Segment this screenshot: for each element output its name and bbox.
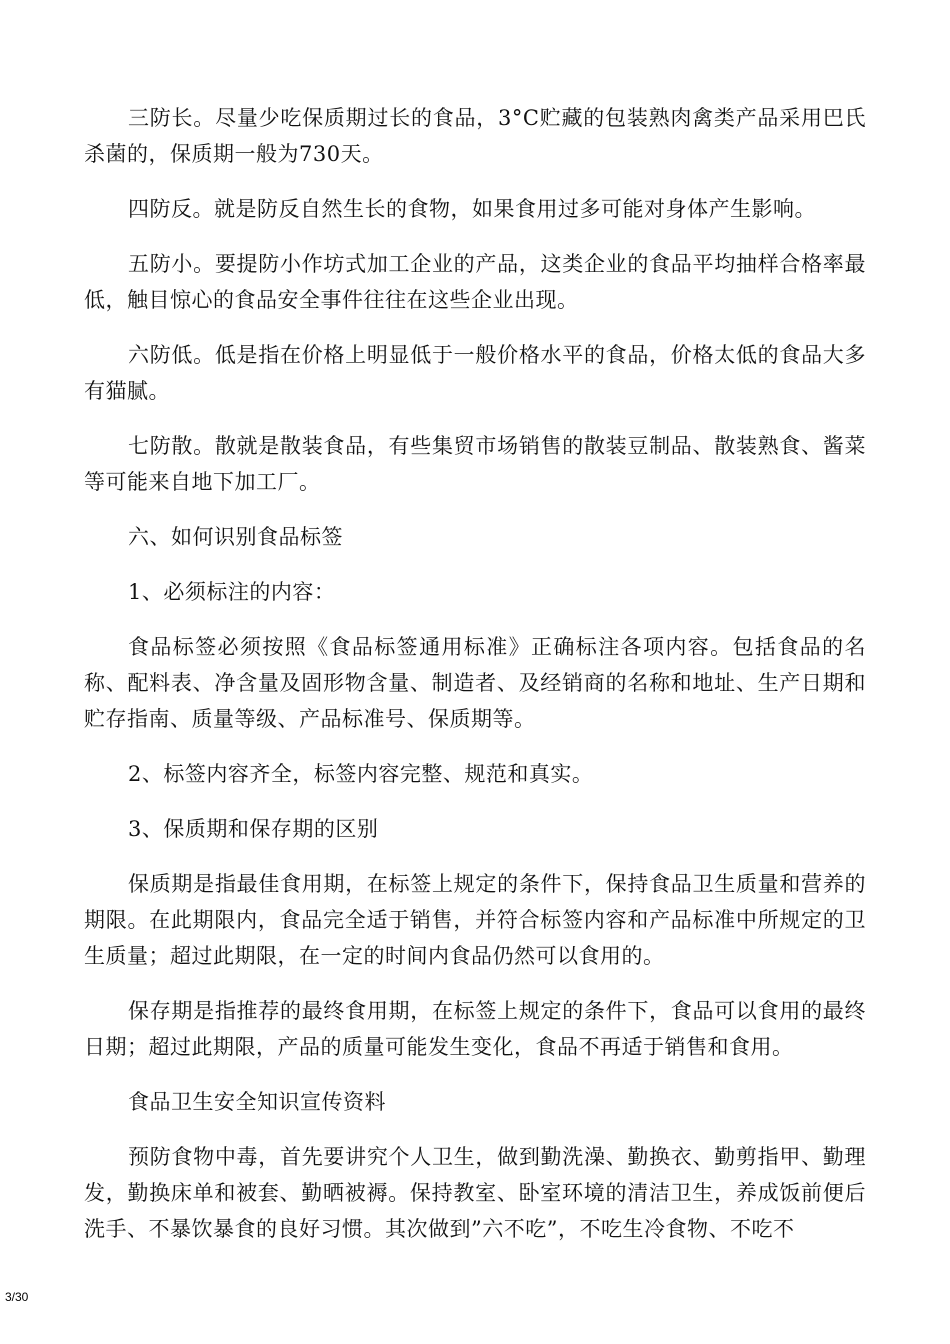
paragraph-four-guard-reverse: 四防反。就是防反自然生长的食物，如果食用过多可能对身体产生影响。 — [128, 197, 816, 221]
section-heading-food-label: 六、如何识别食品标签 — [128, 525, 343, 549]
subheading-label-complete: 2、标签内容齐全，标签内容完整、规范和真实。 — [128, 762, 594, 786]
section-heading-safety-materials: 食品卫生安全知识宣传资料 — [128, 1090, 386, 1114]
subheading-shelf-life-difference: 3、保质期和保存期的区别 — [128, 817, 379, 841]
paragraph-storage-life: 保存期是指推荐的最终食用期，在标签上规定的条件下，食品可以食用的最终日期；超过此期限，产品的质量可能发生变化，食品不再适于销售和食用。 — [84, 999, 866, 1059]
paragraph-three-guard-long: 三防长。尽量少吃保质期过长的食品，3°C贮藏的包装熟肉禽类产品采用巴氏杀菌的，保质期一般为730天。 — [84, 106, 866, 166]
paragraph-prevent-poisoning: 预防食物中毒，首先要讲究个人卫生，做到勤洗澡、勤换衣、勤剪指甲、勤理发，勤换床单和被套、勤晒被褥。保持教室、卧室环境的清洁卫生，养成饭前便后洗手、不暴饮暴食的良好习惯。其次做到”六不吃”，不吃生冷食物、不吃不 — [84, 1145, 866, 1241]
document-body — [84, 100, 866, 1266]
paragraph-seven-guard-bulk: 七防散。散就是散装食品，有些集贸市场销售的散装豆制品、散装熟食、酱菜等可能来自地下加工厂。 — [84, 434, 866, 494]
paragraph-six-guard-low: 六防低。低是指在价格上明显低于一般价格水平的食品，价格太低的食品大多有猫腻。 — [84, 343, 866, 403]
page-number: 3/30 — [5, 1290, 29, 1304]
subheading-required-content: 1、必须标注的内容： — [128, 580, 336, 604]
paragraph-five-guard-small: 五防小。要提防小作坊式加工企业的产品，这类企业的食品平均抽样合格率最低，触目惊心的食品安全事件往往在这些企业出现。 — [84, 252, 866, 312]
paragraph-label-standard: 食品标签必须按照《食品标签通用标准》正确标注各项内容。包括食品的名称、配料表、净含量及固形物含量、制造者、及经销商的名称和地址、生产日期和贮存指南、质量等级、产品标准号、保质期等。 — [84, 635, 866, 731]
paragraph-shelf-life: 保质期是指最佳食用期，在标签上规定的条件下，保持食品卫生质量和营养的期限。在此期限内，食品完全适于销售，并符合标签内容和产品标准中所规定的卫生质量；超过此期限，在一定的时间内食品仍然可以食用的。 — [84, 872, 866, 968]
